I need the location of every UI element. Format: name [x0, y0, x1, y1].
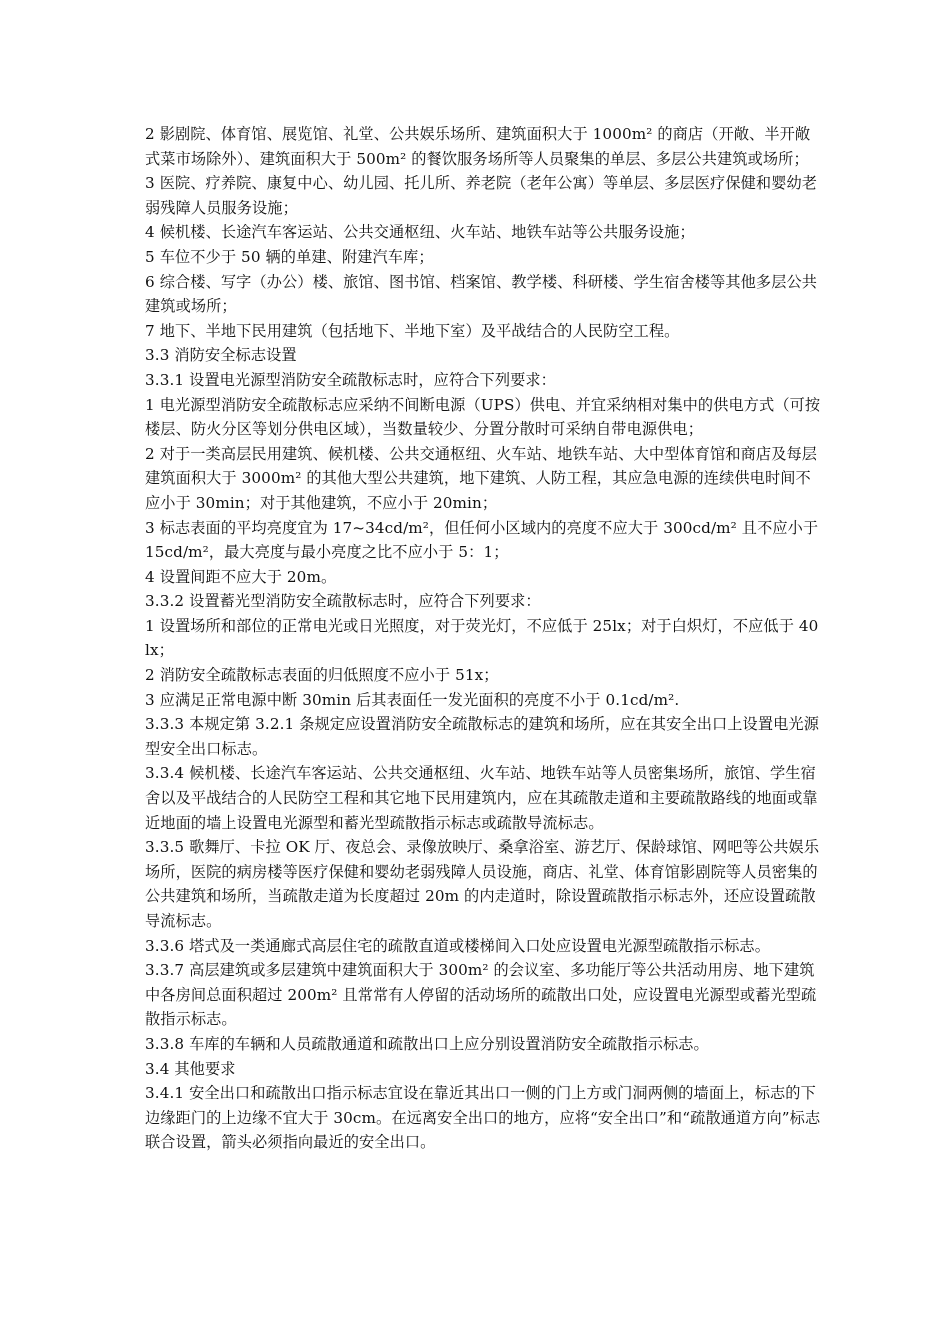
clause-3-3-1-item-1: 1 电光源型消防安全疏散标志应采纳不间断电源（UPS）供电、并宜采纳相对集中的供电方式（可按楼层、防火分区等划分供电区域），当数量较少、分置分散时可采纳自带电源供电；	[145, 395, 821, 439]
document-body	[145, 122, 823, 1155]
clause-3-3-8: 3.3.8 车库的车辆和人员疏散通道和疏散出口上应分别设置消防安全疏散指示标志。	[145, 1034, 709, 1053]
section-heading-3-4: 3.4 其他要求	[145, 1059, 236, 1078]
clause-3-3-2: 3.3.2 设置蓄光型消防安全疏散标志时，应符合下列要求：	[145, 592, 541, 611]
clause-3-3-1-item-3: 3 标志表面的平均亮度宜为 17~34cd/m²，但任何小区域内的亮度不应大于 300cd/m² 且不应小于 15cd/m²，最大亮度与最小亮度之比不应小于 5：1；	[145, 518, 819, 562]
list-item-6: 6 综合楼、写字（办公）楼、旅馆、图书馆、档案馆、教学楼、科研楼、学生宿舍楼等其他多层公共建筑或场所；	[145, 272, 818, 316]
section-heading-3-3: 3.3 消防安全标志设置	[145, 346, 297, 365]
clause-3-3-1: 3.3.1 设置电光源型消防安全疏散标志时，应符合下列要求：	[145, 370, 556, 389]
clause-3-3-2-item-3: 3 应满足正常电源中断 30min 后其表面任一发光面积的亮度不小于 0.1cd/m².	[145, 690, 680, 709]
clause-3-3-7: 3.3.7 高层建筑或多层建筑中建筑面积大于 300m² 的会议室、多功能厅等公共活动用房、地下建筑中各房间总面积超过 200m² 且常常有人停留的活动场所的疏散出口处，应设置电光源型或蓄光型疏散指示标志。	[145, 961, 817, 1029]
clause-3-4-1: 3.4.1 安全出口和疏散出口指示标志宜设在靠近其出口一侧的门上方或门洞两侧的墙面上，标志的下边缘距门的上边缘不宜大于 30cm。在远离安全出口的地方，应将“安全出口”和“疏散通道方向”标志联合设置，箭头必须指向最近的安全出口。	[145, 1084, 821, 1152]
list-item-7: 7 地下、半地下民用建筑（包括地下、半地下室）及平战结合的人民防空工程。	[145, 321, 680, 340]
list-item-4: 4 候机楼、长途汽车客运站、公共交通枢纽、火车站、地铁车站等公共服务设施；	[145, 223, 695, 242]
clause-3-3-6: 3.3.6 塔式及一类通廊式高层住宅的疏散直道或楼梯间入口处应设置电光源型疏散指示标志。	[145, 936, 770, 955]
list-item-3: 3 医院、疗养院、康复中心、幼儿园、托儿所、养老院（老年公寓）等单层、多层医疗保健和婴幼老弱残障人员服务设施；	[145, 174, 818, 217]
clause-3-3-4: 3.3.4 候机楼、长途汽车客运站、公共交通枢纽、火车站、地铁车站等人员密集场所，旅馆、学生宿舍以及平战结合的人民防空工程和其它地下民用建筑内，应在其疏散走道和主要疏散路线的地面或靠近地面的墙上设置电光源型和蓄光型疏散指示标志或疏散导流标志。	[145, 764, 818, 832]
clause-3-3-2-item-2: 2 消防安全疏散标志表面的归低照度不应小于 51x；	[145, 666, 499, 685]
clause-3-3-5: 3.3.5 歌舞厅、卡拉 OK 厅、夜总会、录像放映厅、桑拿浴室、游艺厅、保龄球馆、网吧等公共娱乐场所，医院的病房楼等医疗保健和婴幼老弱残障人员设施，商店、礼堂、体育馆影剧院等人员密集的公共建筑和场所，当疏散走道为长度超过 20m 的内走道时，除设置疏散指示标志外，还应设置疏散导流标志。	[145, 838, 820, 930]
clause-3-3-3: 3.3.3 本规定第 3.2.1 条规定应设置消防安全疏散标志的建筑和场所，应在其安全出口上设置电光源型安全出口标志。	[145, 715, 819, 758]
clause-3-3-1-item-4: 4 设置间距不应大于 20m。	[145, 567, 337, 586]
clause-3-3-2-item-1: 1 设置场所和部位的正常电光或日光照度，对于荧光灯，不应低于 25lx；对于白炽灯，不应低于 40lx；	[145, 616, 819, 660]
list-item-5: 5 车位不少于 50 辆的单建、附建汽车库；	[145, 247, 434, 266]
list-item-2: 2 影剧院、体育馆、展览馆、礼堂、公共娱乐场所、建筑面积大于 1000m² 的商店（开敞、半开敞式菜市场除外）、建筑面积大于 500m² 的餐饮服务场所等人员聚集的单层、多层公共建筑或场所；	[145, 125, 811, 168]
clause-3-3-1-item-2: 2 对于一类高层民用建筑、候机楼、公共交通枢纽、火车站、地铁车站、大中型体育馆和商店及每层建筑面积大于 3000m² 的其他大型公共建筑，地下建筑、人防工程，其应急电源的连续供电时间不应小于 30min；对于其他建筑，不应小于 20min；	[145, 444, 818, 512]
